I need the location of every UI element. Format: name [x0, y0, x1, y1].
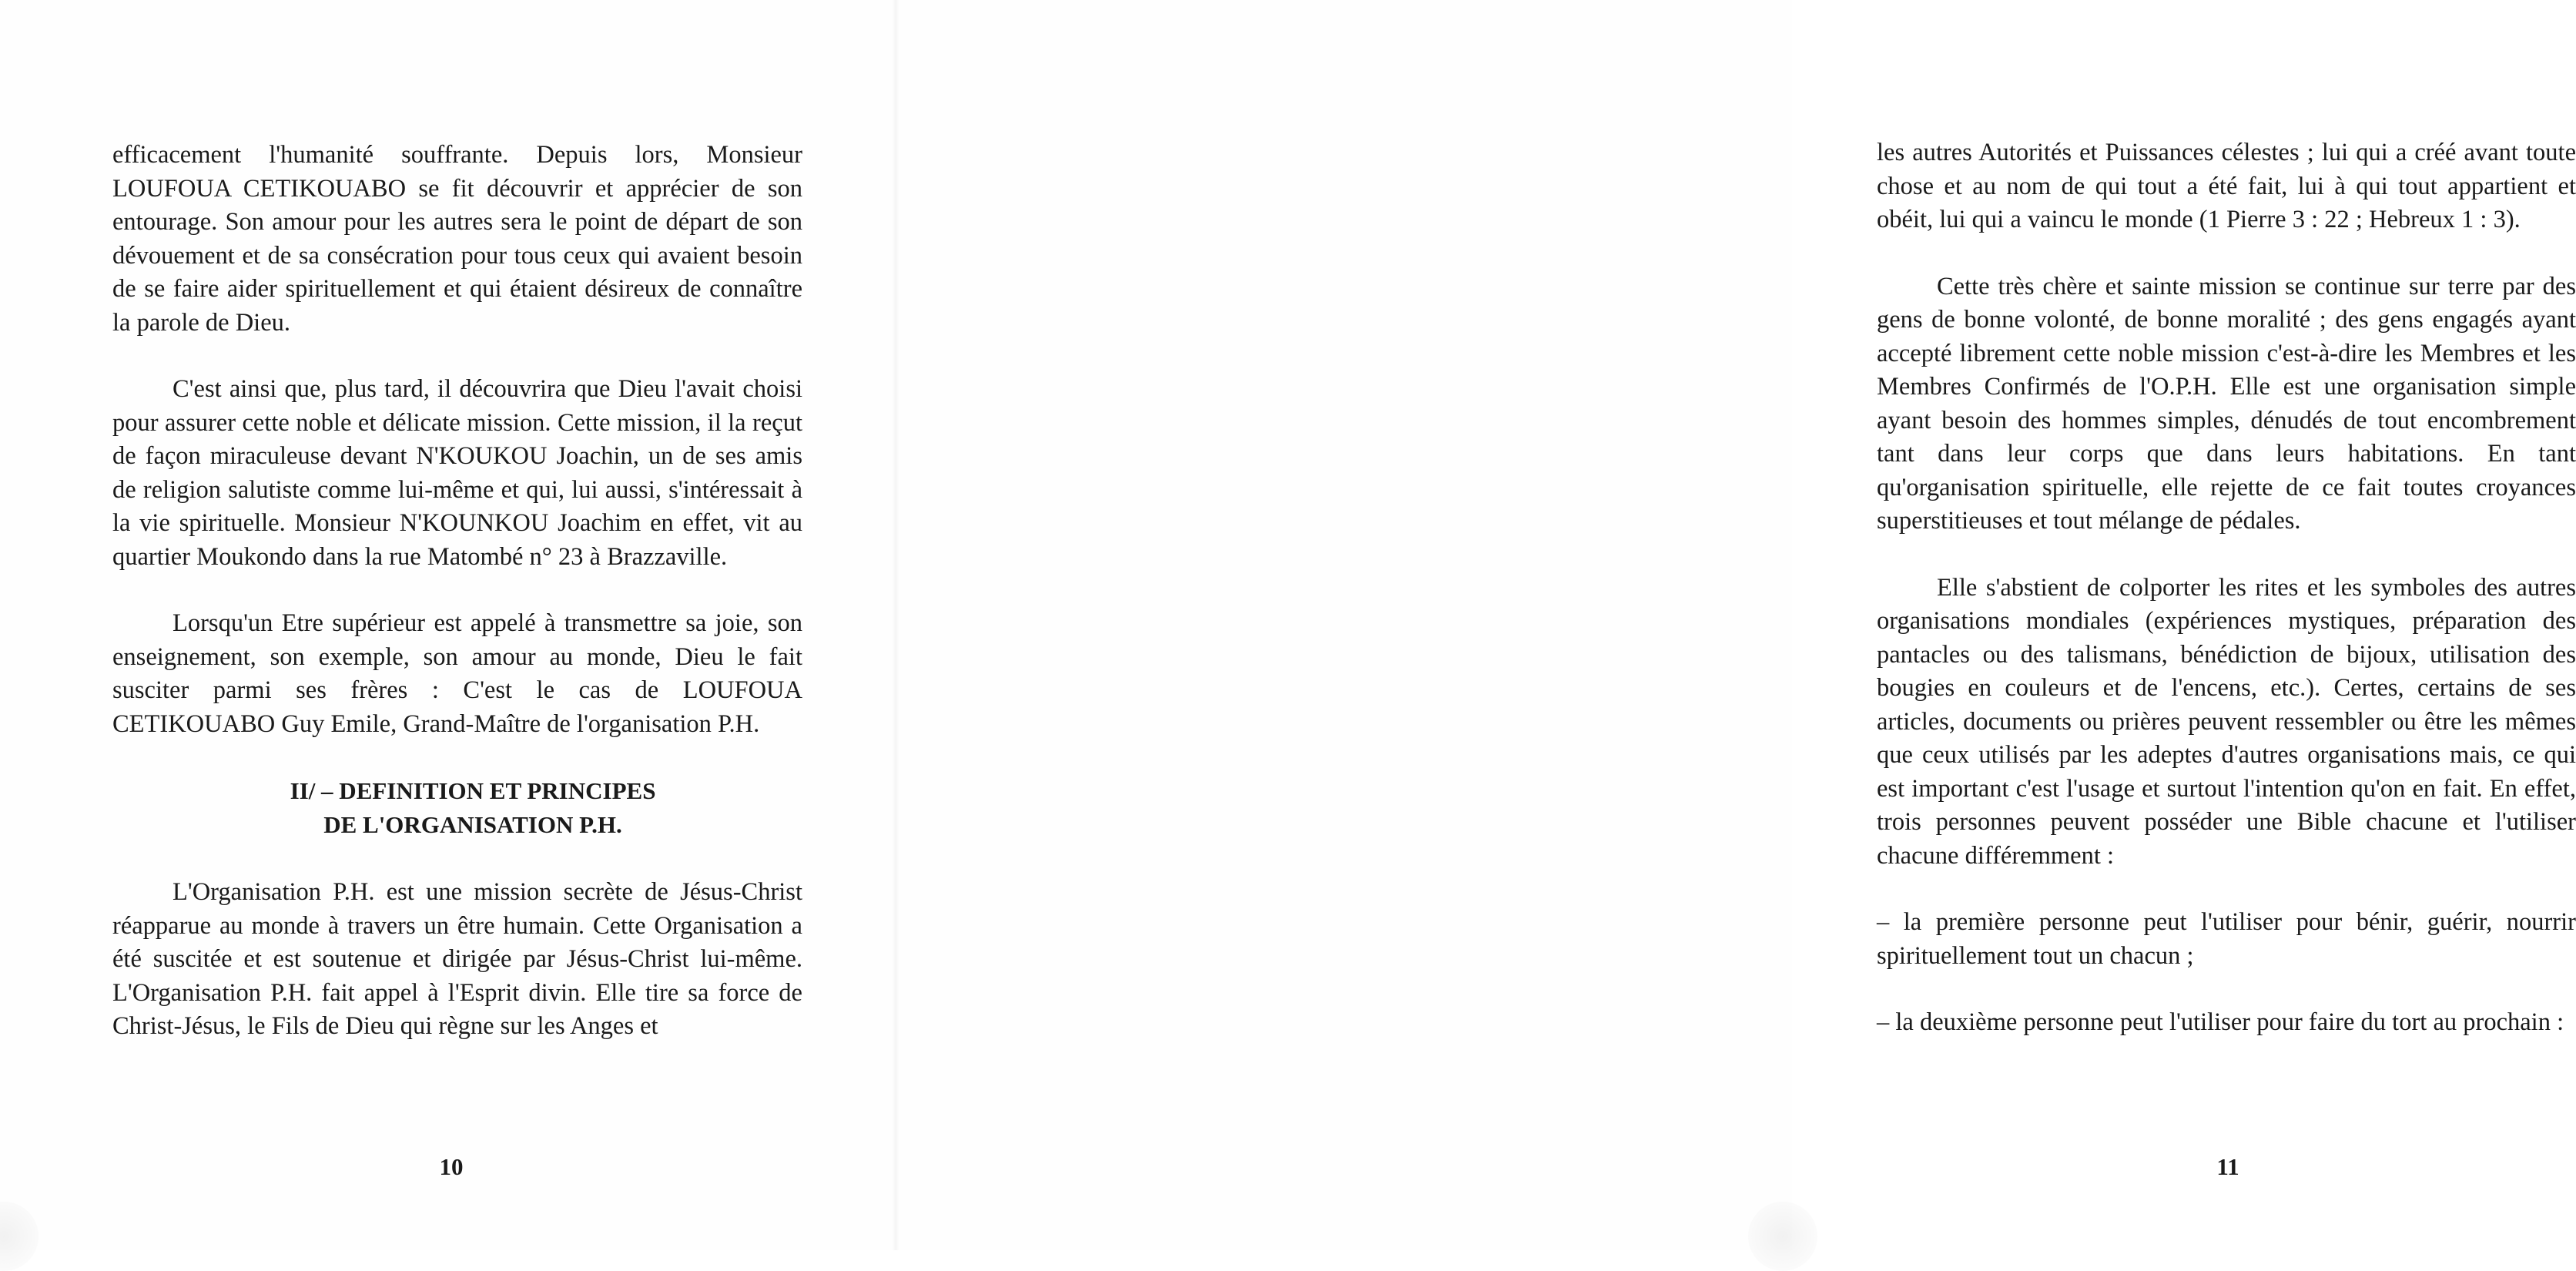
left-paragraph-2: C'est ainsi que, plus tard, il découvrira que Dieu l'avait choisi pour assurer cette noble et délicate mission. Cette mission, il la reçut de façon miraculeuse devant N'KOUKOU Joachin, un de ses amis de religion salutiste comme lui-même et qui, lui aussi, s'intéressait à la vie spirituelle. Monsieur N'KOUNKOU Joachim en effet, vit au quartier Moukondo dans la rue Matombé n° 23 à Brazzaville.: [112, 375, 802, 571]
left-page-text: [112, 139, 802, 1044]
section-heading-line-1: II/ – DEFINITION ET PRINCIPES: [290, 777, 656, 804]
section-heading: [112, 774, 802, 842]
left-paragraph-3: Lorsqu'un Etre supérieur est appelé à transmettre sa joie, son enseignement, son exemple, son amour au monde, Dieu le fait susciter parmi ses frères : C'est le cas de LOUFOUA CETIKOUABO Guy Emile, Grand-Maître de l'organisation P.H.: [112, 609, 802, 738]
right-list-item-2: – la deuxième personne peut l'utiliser pour faire du tort au prochain :: [1877, 1008, 2564, 1036]
right-page-text: [1877, 136, 2576, 1040]
right-paragraph-2: Cette très chère et sainte mission se continue sur terre par des gens de bonne volonté, de bonne moralité ; des gens engagés ayant accepté librement cette noble mission c'est-à-dire les Membres et les Membres Confirmés de l'O.P.H. Elle est une organisation simple ayant besoin des hommes simples, dénudés de tout encombrement tant dans leur corps que dans leurs habitations. En tant qu'organisation spirituelle, elle rejette de ce fait toutes croyances superstitieuses et tout mélange de pédales.: [1877, 272, 2576, 535]
section-heading-line-2: DE L'ORGANISATION P.H.: [323, 811, 622, 838]
right-list-item-1: – la première personne peut l'utiliser pour bénir, guérir, nourrir spirituellement tout un chacun ;: [1877, 908, 2576, 970]
left-paragraph-1: efficacement l'humanité souffrante. Depuis lors, Monsieur LOUFOUA CETIKOUABO se fit découvrir et apprécier de son entourage. Son amour pour les autres sera le point de départ de son dévouement et de sa consécration pour tous ceux qui avaient besoin de se faire aider spirituellement et qui étaient désireux de connaître la parole de Dieu.: [112, 141, 802, 337]
page-number-left: 10: [439, 1153, 464, 1180]
left-page: [0, 0, 896, 1250]
scan-shadow-bottom-right: [1748, 1202, 1817, 1271]
page-number-right: 11: [2216, 1153, 2239, 1180]
right-page: [896, 0, 2576, 1250]
right-paragraph-3: Elle s'abstient de colporter les rites et les symboles des autres organisations mondiales (expériences mystiques, préparation des pantacles ou des talismans, bénédiction de bijoux, utilisation des bougies en couleurs et de l'encens, etc.). Certes, certains de ses articles, documents ou prières peuvent ressembler ou être les mêmes que ceux utilisés par les adeptes d'autres organisations mais, ce qui est important c'est l'usage et surtout l'intention qu'on en fait. En effet, trois personnes peuvent posséder une Bible chacune et l'utiliser chacune différemment :: [1877, 573, 2576, 870]
right-paragraph-1: les autres Autorités et Puissances célestes ; lui qui a créé avant toute chose et au nom de qui tout a été fait, lui à qui tout appartient et obéit, lui qui a vaincu le monde (1 Pierre 3 : 22 ; Hebreux 1 : 3).: [1877, 139, 2576, 233]
left-paragraph-4: L'Organisation P.H. est une mission secrète de Jésus-Christ réapparue au monde à travers un être humain. Cette Organisation a été suscitée et est soutenue et dirigée par Jésus-Christ lui-même. L'Organisation P.H. fait appel à l'Esprit divin. Elle tire sa force de Christ-Jésus, le Fils de Dieu qui règne sur les Anges et: [112, 878, 802, 1040]
